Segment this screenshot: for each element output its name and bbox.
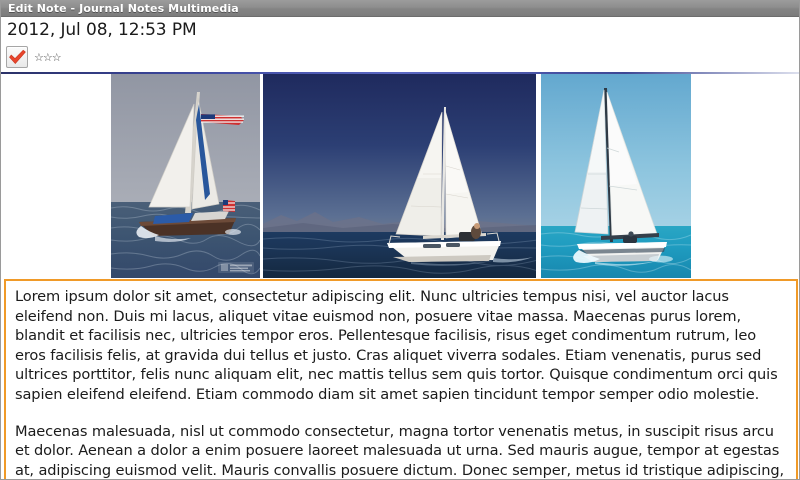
note-date-label: 2012, Jul 08, 12:53 PM: [7, 20, 197, 40]
note-paragraph-2: Maecenas malesuada, nisl ut commodo consectetur, magna tortor venenatis metus, in suscipit risus arcu et dolor. Aenean a dolor a enim posuere laoreet malesuada ut urna. Sed mauris augue, tempor at egestas at, adipiscing euismod velit. Mauris convallis posuere dictum. Donec semper, metus id tristique adipiscing,: [15, 422, 785, 479]
rating-star-3[interactable]: ☆: [51, 50, 62, 64]
note-checkbox[interactable]: [6, 46, 28, 68]
attachment-photo-3[interactable]: [541, 74, 691, 278]
window-titlebar: [1, 0, 800, 17]
rating-star-2[interactable]: ☆: [42, 50, 53, 64]
note-paragraph-1: Lorem ipsum dolor sit amet, consectetur adipiscing elit. Nunc ultricies tempus nisi, vel auctor lacus eleifend non. Duis mi lacus, aliquet vitae euismod non, posuere vitae massa. Maecenas purus lorem, blandit et facilisis nec, ultricies tempor eros. Pellentesque facilisis, risus eget condimentum rutrum, leo eros facilisis felis, at gravida dui tellus et justo. Cras aliquet viverra sodales. Etiam venenatis, purus sed ultrices porttitor, felis nunc aliquam elit, nec mattis tellus sem quis tortor. Quisque condimentum orci quis sapien eleifend eleifend. Etiam commodo diam sit amet sapien tincidunt tempor semper odio molestie.: [15, 288, 778, 403]
attachment-photo-1[interactable]: [111, 74, 260, 278]
rating-star-1[interactable]: ☆: [34, 50, 44, 64]
attachment-image-strip: [1, 74, 800, 278]
note-text-editor[interactable]: [4, 279, 798, 479]
note-rating[interactable]: [34, 52, 61, 63]
note-header: [1, 18, 800, 72]
note-meta-row: [6, 46, 61, 68]
attachment-photo-2[interactable]: [263, 74, 536, 278]
window-title: Edit Note - Journal Notes Multimedia: [8, 1, 239, 15]
